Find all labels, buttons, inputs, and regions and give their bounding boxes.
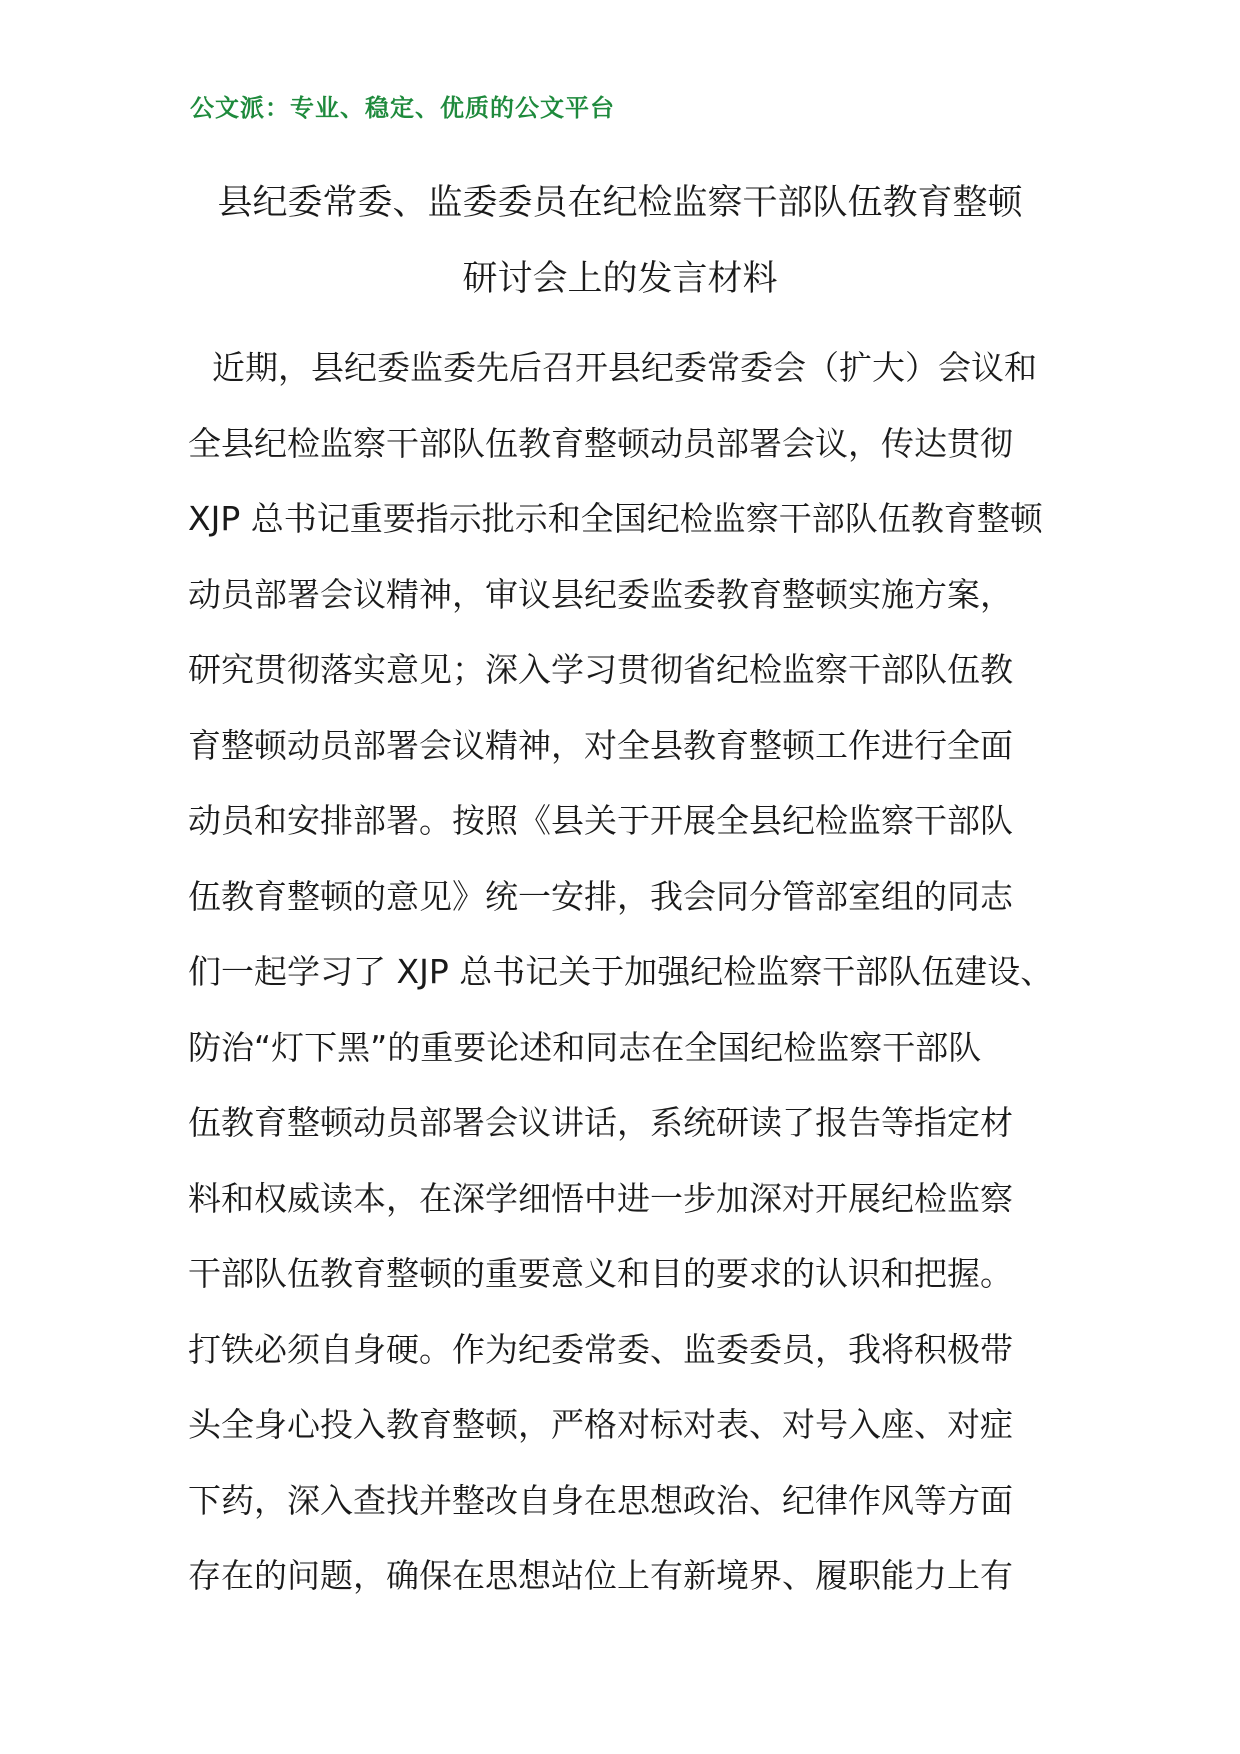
body-line: 存在的问题，确保在思想站位上有新境界、履职能力上有 (188, 1556, 1013, 1595)
title-line-2: 研讨会上的发言材料 (462, 259, 778, 299)
body-line: 防治“灯下黑”的重要论述和同志在全国纪检监察干部队 (188, 1027, 982, 1067)
document-body (188, 330, 1058, 1614)
body-line: 研究贯彻落实意见；深入学习贯彻省纪检监察干部队伍教 (188, 650, 1013, 689)
body-line: 全县纪检监察干部队伍教育整顿动员部署会议，传达贯彻 (188, 423, 1013, 463)
body-line: 头全身心投入教育整顿，严格对标对表、对号入座、对症 (188, 1405, 1013, 1444)
header-brand: 公文派：专业、稳定、优质的公文平台 (190, 94, 615, 122)
body-line: 伍教育整顿动员部署会议讲话，系统研读了报告等指定材 (188, 1103, 1013, 1142)
body-line: 动员和安排部署。按照《县关于开展全县纪检监察干部队 (188, 801, 1013, 840)
body-line: 动员部署会议精神，审议县纪委监委教育整顿实施方案， (188, 574, 1013, 614)
body-line: 料和权威读本，在深学细悟中进一步加深对开展纪检监察 (188, 1178, 1013, 1218)
body-line: XJP 总书记重要指示批示和全国纪检监察干部队伍教育整顿 (188, 499, 1043, 538)
document-title (190, 165, 1050, 317)
body-line: 们一起学习了 XJP 总书记关于加强纪检监察干部队伍建设、 (188, 952, 1054, 991)
body-line: 干部队伍教育整顿的重要意义和目的要求的认识和把握。 (188, 1254, 1013, 1293)
title-line-1: 县纪委常委、监委委员在纪检监察干部队伍教育整顿 (217, 183, 1023, 223)
body-line: 伍教育整顿的意见》统一安排，我会同分管部室组的同志 (188, 876, 1013, 916)
body-line: 打铁必须自身硬。作为纪委常委、监委委员，我将积极带 (188, 1329, 1013, 1369)
body-line: 近期，县纪委监委先后召开县纪委常委会（扩大）会议和 (212, 348, 1037, 387)
body-line: 育整顿动员部署会议精神，对全县教育整顿工作进行全面 (188, 725, 1013, 765)
body-line: 下药，深入查找并整改自身在思想政治、纪律作风等方面 (188, 1480, 1013, 1520)
